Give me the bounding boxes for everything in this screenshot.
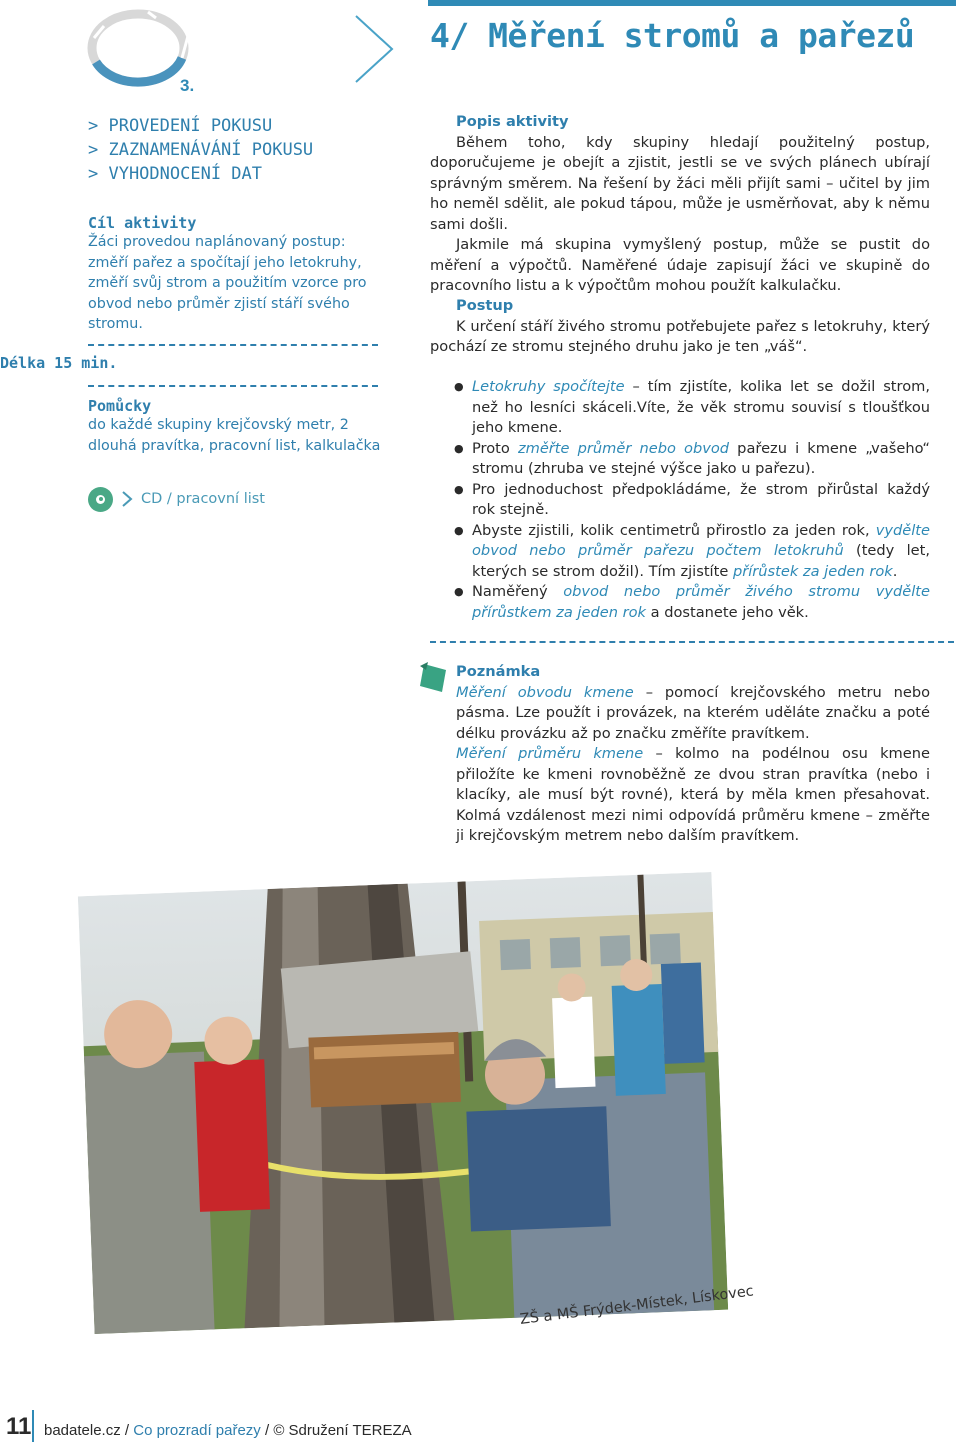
item-text: – tím zjistíte, kolika let se dožil strom, než ho lesníci skáceli.Víte, že věk stromu souvisí s tloušťkou jeho kmene. [472, 378, 930, 436]
students-measuring-tree-photo [78, 872, 728, 1334]
aids-heading: Pomůcky [88, 397, 152, 415]
emphasis: Měření průměru kmene [456, 745, 644, 762]
aids-section [88, 397, 388, 456]
emphasis: vydělte obvod nebo průměr pařezu počtem letokruhů [472, 521, 930, 559]
note-paragraph [456, 683, 930, 745]
list-item [430, 377, 930, 439]
goal-text: Žáci provedou naplánovaný postup: změří pařez a spočítají jeho letokruhy, změří svůj strom a použitím vzorce pro obvod nebo průměr zjistí stáří svého stromu. [88, 234, 367, 332]
item-text: Naměřený [472, 583, 564, 600]
list-item [430, 480, 930, 521]
goal-heading: Cíl aktivity [88, 214, 197, 232]
divider [88, 344, 378, 346]
divider [430, 641, 954, 643]
emphasis: Měření obvodu kmene [456, 683, 634, 701]
cd-link-label: CD / pracovní list [141, 491, 265, 507]
item-text: a dostanete jeho věk. [645, 603, 809, 621]
aids-text: do každé skupiny krejčovský metr, 2 dlouhá pravítka, pracovní list, kalkulačka [88, 417, 381, 454]
note-heading: Poznámka [456, 663, 541, 680]
goal-section [88, 214, 388, 335]
footer-separator: / [120, 1422, 134, 1439]
activity-paragraph: Jakmile má skupina vymyšlený postup, může se pustit do měření a výpočtů. Naměřené údaje zapisují žáci ve skupině do pracovního listu a k výpočtům mohou použít kalkulačku. [430, 236, 930, 294]
procedure-steps-list [430, 377, 930, 623]
footer-book-link[interactable]: Co prozradí pařezy [133, 1422, 261, 1439]
photo [78, 872, 728, 1334]
chevron-right-icon [121, 491, 133, 507]
emphasis: obvod nebo průměr živého stromu vydělte přírůstkem za jeden rok [472, 583, 930, 621]
divider [88, 385, 378, 387]
procedure-heading: Postup [456, 297, 514, 314]
title-bar [428, 0, 956, 6]
item-text: . [892, 562, 898, 580]
item-text: (tedy let, kterých se strom dožil). Tím zjistíte [472, 542, 930, 580]
item-text: pařezu i kmene „vašeho“ stromu (zhruba ve stejné výšce jako u pařezu). [472, 439, 930, 477]
list-item [430, 521, 930, 583]
item-text: Pro jednoduchost předpokládáme, že strom přirůstal každý rok stejně. [472, 480, 930, 518]
activity-section [430, 112, 930, 297]
emphasis: změřte průměr nebo obvod [517, 439, 730, 457]
note-section [456, 662, 930, 847]
chevron-right-icon [352, 14, 396, 84]
step-item: > PROVEDENÍ POKUSU [88, 116, 273, 136]
list-item [430, 582, 930, 623]
activity-paragraph: Během toho, kdy skupiny hledají použitelný postup, doporučujeme je obejít a zjistit, jestli se ve svých plánech ubírají správným směrem. Na řešení by žáci měli přijít sami – učitel by jim ho neměl sdělit, ale pokud tápou, může je usměrňovat, aby k němu sami došli. [430, 133, 930, 233]
process-steps [88, 114, 313, 186]
page-number: 11 [6, 1413, 32, 1440]
item-text: Abyste zjistili, kolik centimetrů přirostlo za jeden rok, [472, 521, 876, 539]
footer-copyright: / © Sdružení TEREZA [260, 1422, 412, 1439]
cd-disc-icon [88, 487, 113, 512]
duration: Délka 15 min. [0, 354, 118, 372]
footer-site-link[interactable]: badatele.cz [44, 1422, 121, 1439]
procedure-text: K určení stáří živého stromu potřebujete pařez s letokruhy, který pochází ze stromu stejného druhu jako je ten „váš“. [430, 317, 930, 355]
item-text: Proto [472, 439, 518, 457]
procedure-section [430, 296, 930, 358]
footer-divider [32, 1410, 34, 1442]
page-title: 4/ Měření stromů a pařezů [430, 16, 915, 55]
emphasis: Letokruhy spočítejte [472, 378, 625, 395]
step-item: > VYHODNOCENÍ DAT [88, 164, 262, 184]
cd-worksheet-link[interactable] [88, 486, 265, 512]
activity-heading: Popis aktivity [456, 113, 569, 130]
step-item: > ZAZNAMENÁVÁNÍ POKUSU [88, 140, 314, 160]
note-text: – kolmo na podélnou osu kmene přiložíte ke kmeni rovnoběžně ze dvou stran pravítka (nebo i klacíky, ale musí být rovné), která by měla kmen přesahovat. Kolmá vzdálenost mezi nimi odpovídá průměru kmene – změřte ji krejčovským metrem nebo dalším pravítkem. [456, 745, 930, 844]
note-paragraph [456, 744, 930, 847]
note-icon [418, 660, 452, 694]
footer [44, 1422, 412, 1439]
note-text: – pomocí krejčovského metru nebo pásma. Lze použít i provázek, na kterém uděláte značku a poté délku provázku až po značku změříte pravítkem. [456, 683, 931, 742]
emphasis: přírůstek za jeden rok [732, 562, 893, 580]
list-item [430, 439, 930, 480]
step-number: 3. [180, 76, 195, 95]
photo-caption: ZŠ a MŠ Frýdek-Místek, Lískovec [519, 1283, 755, 1328]
